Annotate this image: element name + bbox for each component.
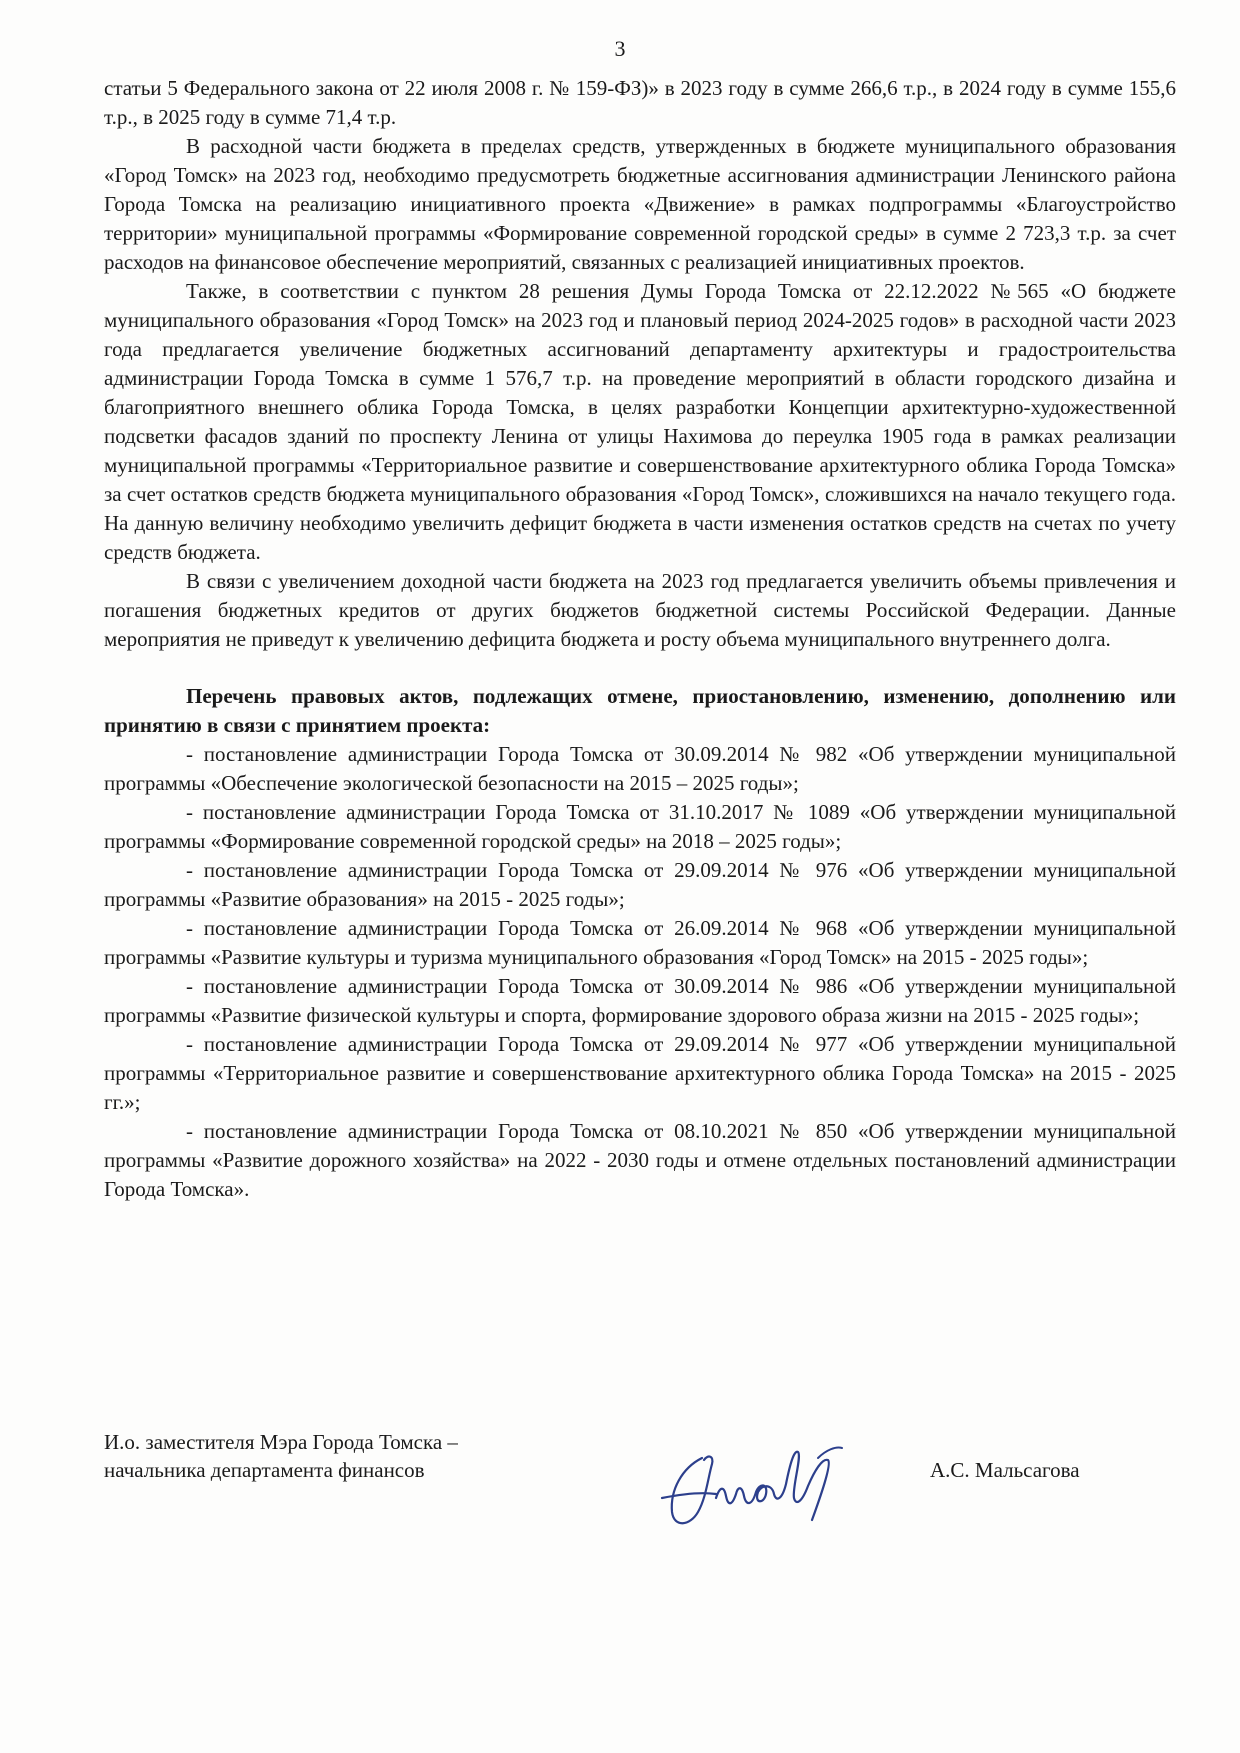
acts-list <box>104 740 1176 1204</box>
signatory-title-line: начальника департамента финансов <box>104 1458 425 1482</box>
signature-stroke <box>672 1457 713 1524</box>
list-item: - постановление администрации Города Томска от 31.10.2017 № 1089 «Об утверждении муниципальной программы «Формирование современной городской среды» на 2018 – 2025 годы»; <box>104 800 1176 853</box>
handwritten-signature <box>642 1428 862 1538</box>
signature-stroke <box>662 1493 716 1498</box>
list-item: - постановление администрации Города Томска от 30.09.2014 № 986 «Об утверждении муниципальной программы «Развитие физической культуры и спорта, формирование здорового образа жизни на 2015 - 2025 годы»; <box>104 974 1176 1027</box>
signatory-title-line: И.о. заместителя Мэра Города Томска – <box>104 1430 458 1454</box>
signatory-name: А.С. Мальсагова <box>930 1458 1080 1482</box>
document-body <box>104 74 1176 1204</box>
list-item: - постановление администрации Города Томска от 26.09.2014 № 968 «Об утверждении муниципальной программы «Развитие культуры и туризма муниципального образования «Город Томск» на 2015 - 2025 годы»; <box>104 916 1176 969</box>
signature-stroke <box>818 1447 842 1458</box>
paragraph-credits: В связи с увеличением доходной части бюджета на 2023 год предлагается увеличить объемы привлечения и погашения бюджетных кредитов от других бюджетов бюджетной системы Российской Федерации. Данные мероприятия не приведут к увеличению дефицита бюджета и росту объема муниципального внутреннего долга. <box>104 569 1176 651</box>
signature-block <box>104 1428 1176 1538</box>
acts-heading: Перечень правовых актов, подлежащих отмене, приостановлению, изменению, дополнению или принятию в связи с принятием проекта: <box>104 684 1176 737</box>
paragraph-expenditure: В расходной части бюджета в пределах средств, утвержденных в бюджете муниципального образования «Город Томск» на 2023 год, необходимо предусмотреть бюджетные ассигнования администрации Ленинского района Города Томска на реализацию инициативного проекта «Движение» в рамках подпрограммы «Благоустройство территории» муниципальной программы «Формирование современной городской среды» в сумме 2 723,3 т.р. за счет расходов на финансовое обеспечение мероприятий, связанных с реализацией инициативных проектов. <box>104 134 1176 274</box>
paragraph-architecture: Также, в соответствии с пунктом 28 решения Думы Города Томска от 22.12.2022 №565 «О бюджете муниципального образования «Город Томск» на 2023 год и плановый период 2024-2025 годов» в расходной части 2023 года предлагается увеличение бюджетных ассигнований департаменту архитектуры и градостроительства администрации Города Томска в сумме 1 576,7 т.р. на проведение мероприятий в области городского дизайна и благоприятного внешнего облика Города Томска, в целях разработки Концепции архитектурно-художественной подсветки фасадов зданий по проспекту Ленина от улицы Нахимова до переулка 1905 года в рамках реализации муниципальной программы «Территориальное развитие и совершенствование архитектурного облика Города Томска» за счет остатков средств бюджета муниципального образования «Город Томск», сложившихся на начало текущего года. На данную величину необходимо увеличить дефицит бюджета в части изменения остатков средств на счетах по учету средств бюджета. <box>104 279 1176 564</box>
list-item: - постановление администрации Города Томска от 08.10.2021 № 850 «Об утверждении муниципальной программы «Развитие дорожного хозяйства» на 2022 - 2030 годы и отмене отдельных постановлений администрации Города Томска». <box>104 1119 1176 1201</box>
page-number: 3 <box>614 36 626 61</box>
paragraph-continuation: статьи 5 Федерального закона от 22 июля 2008 г. № 159-ФЗ)» в 2023 году в сумме 266,6 т.р., в 2024 году в сумме 155,6 т.р., в 2025 году в сумме 71,4 т.р. <box>104 76 1176 129</box>
list-item: - постановление администрации Города Томска от 30.09.2014 № 982 «Об утверждении муниципальной программы «Обеспечение экологической безопасности на 2015 – 2025 годы»; <box>104 742 1176 795</box>
section-gap <box>104 654 1176 682</box>
list-item: - постановление администрации Города Томска от 29.09.2014 № 976 «Об утверждении муниципальной программы «Развитие образования» на 2015 - 2025 годы»; <box>104 858 1176 911</box>
signatory-title <box>104 1428 584 1484</box>
list-item: - постановление администрации Города Томска от 29.09.2014 № 977 «Об утверждении муниципальной программы «Территориальное развитие и совершенствование архитектурного облика Города Томска» на 2015 - 2025 гг.»; <box>104 1032 1176 1114</box>
signature-stroke <box>716 1452 829 1520</box>
